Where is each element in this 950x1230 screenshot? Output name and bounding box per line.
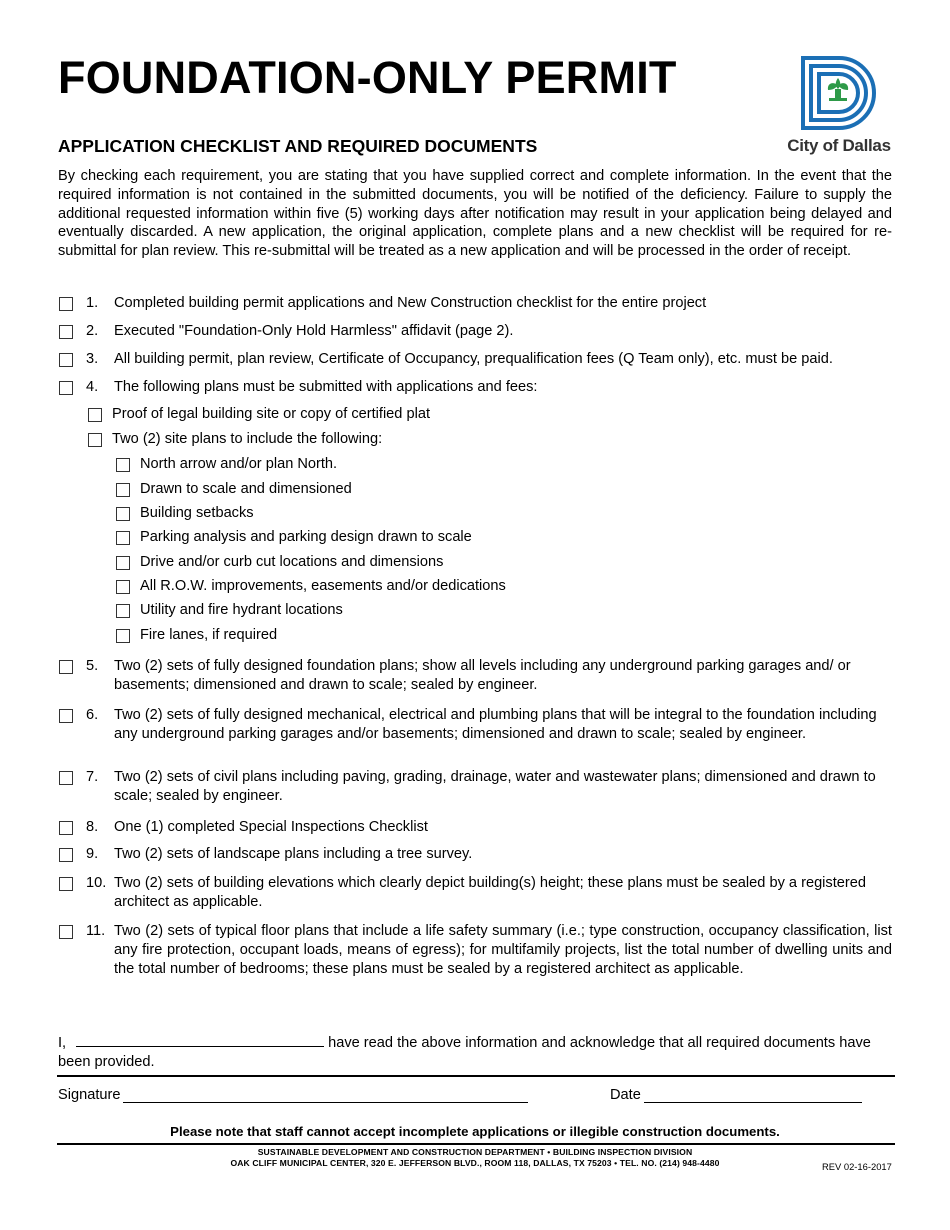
- item-number: 2.: [86, 323, 99, 339]
- item-text: Two (2) sets of landscape plans including a tree survey.: [114, 846, 473, 862]
- signature-field[interactable]: [123, 1102, 528, 1103]
- item-text: Fire lanes, if required: [140, 627, 278, 643]
- item-text: Drive and/or curb cut locations and dimensions: [140, 554, 444, 570]
- checkbox[interactable]: [59, 821, 73, 835]
- item-number: 6.: [86, 707, 99, 723]
- checkbox[interactable]: [116, 580, 130, 594]
- page-title: FOUNDATION-ONLY PERMIT: [58, 52, 677, 103]
- checkbox[interactable]: [59, 353, 73, 367]
- item-number: 5.: [86, 658, 99, 674]
- revision-label: REV 02-16-2017: [822, 1161, 892, 1172]
- item-text: All building permit, plan review, Certificate of Occupancy, prequalification fees (Q Team only), etc. must be paid.: [114, 351, 833, 367]
- date-field[interactable]: [644, 1102, 862, 1103]
- item-text: Two (2) sets of civil plans including paving, grading, drainage, water and wastewater plans; dimensioned and drawn to scale; sealed by engineer.: [114, 769, 876, 804]
- checkbox[interactable]: [59, 660, 73, 674]
- date-label: Date: [610, 1087, 641, 1103]
- item-text: Completed building permit applications and New Construction checklist for the entire project: [114, 295, 707, 311]
- checkbox[interactable]: [116, 531, 130, 545]
- item-text: Executed "Foundation-Only Hold Harmless" affidavit (page 2).: [114, 323, 514, 339]
- checkbox[interactable]: [116, 458, 130, 472]
- checkbox[interactable]: [88, 433, 102, 447]
- logo-text: City of Dallas: [787, 136, 891, 155]
- item-text: All R.O.W. improvements, easements and/or dedications: [140, 578, 506, 594]
- item-number: 1.: [86, 295, 99, 311]
- item-number: 4.: [86, 379, 99, 395]
- checkbox[interactable]: [59, 771, 73, 785]
- item-number: 7.: [86, 769, 99, 785]
- acknowledgement-prefix: I,: [58, 1035, 67, 1051]
- checkbox[interactable]: [59, 297, 73, 311]
- item-text: One (1) completed Special Inspections Checklist: [114, 819, 428, 835]
- checkbox[interactable]: [88, 408, 102, 422]
- checkbox[interactable]: [59, 709, 73, 723]
- city-logo: [782, 54, 896, 158]
- acknowledgement-text: have read the above information and acknowledge that all required documents have been provided.: [58, 1035, 871, 1070]
- item-number: 10.: [86, 875, 107, 891]
- item-text: Two (2) sets of building elevations which clearly depict building(s) height; these plans must be sealed by a registered architect as applicable.: [114, 875, 866, 910]
- checkbox[interactable]: [59, 877, 73, 891]
- acknowledgement: [58, 1033, 892, 1072]
- intro-paragraph: By checking each requirement, you are stating that you have supplied correct and complete information. In the event that the required information is not contained in the submitted documents, you will be notified of the deficiency. Failure to supply the additional requested information within five (5) working days after notification may result in your application being delayed and eventually discarded. A new application, the original application, complete plans and a new checklist will be required for re-submittal for plan review. This re-submittal will be treated as a new application and will be processed in the order of receipt.: [58, 168, 892, 260]
- footer-address: OAK CLIFF MUNICIPAL CENTER, 320 E. JEFFERSON BLVD., ROOM 118, DALLAS, TX 75203 • TEL. NO. (214) 948-4480: [230, 1158, 720, 1168]
- city-of-dallas-logo-icon: [799, 54, 877, 132]
- item-text: Two (2) sets of typical floor plans that include a life safety summary (i.e.; type construction, occupancy classification, list any fire protection, occupant loads, means of egress); for multifamily projects, list the total number of dwelling units and the total number of bedrooms; these plans must be sealed by a registered architect as applicable.: [114, 923, 892, 977]
- checkbox[interactable]: [116, 629, 130, 643]
- checkbox[interactable]: [116, 604, 130, 618]
- checkbox[interactable]: [59, 848, 73, 862]
- page-subtitle: APPLICATION CHECKLIST AND REQUIRED DOCUMENTS: [58, 136, 538, 156]
- checkbox[interactable]: [116, 483, 130, 497]
- checkbox[interactable]: [59, 925, 73, 939]
- item-text: North arrow and/or plan North.: [140, 456, 338, 472]
- item-number: 8.: [86, 819, 99, 835]
- item-text: Utility and fire hydrant locations: [140, 602, 343, 618]
- item-number: 11.: [86, 923, 106, 939]
- item-text: Proof of legal building site or copy of certified plat: [112, 406, 430, 422]
- item-text: Two (2) site plans to include the following:: [112, 431, 383, 447]
- checkbox[interactable]: [116, 507, 130, 521]
- signature-label: Signature: [58, 1087, 121, 1103]
- item-text: Two (2) sets of fully designed mechanical, electrical and plumbing plans that will be integral to the foundation including any underground parking garages and/or basements; dimensioned and drawn to scale; sealed by engineer.: [114, 707, 877, 742]
- divider: [57, 1075, 895, 1077]
- item-text: The following plans must be submitted with applications and fees:: [114, 379, 538, 395]
- item-text: Parking analysis and parking design drawn to scale: [140, 529, 472, 545]
- name-field[interactable]: [76, 1033, 324, 1047]
- item-text: Drawn to scale and dimensioned: [140, 481, 352, 497]
- footer-department: SUSTAINABLE DEVELOPMENT AND CONSTRUCTION DEPARTMENT • BUILDING INSPECTION DIVISION: [257, 1147, 693, 1157]
- item-number: 3.: [86, 351, 99, 367]
- item-number: 9.: [86, 846, 99, 862]
- item-text: Two (2) sets of fully designed foundation plans; show all levels including any underground parking garages and/ or basements; dimensioned and drawn to scale; sealed by engineer.: [114, 658, 851, 693]
- item-text: Building setbacks: [140, 505, 254, 521]
- checkbox[interactable]: [59, 325, 73, 339]
- staff-note: Please note that staff cannot accept incomplete applications or illegible construction documents.: [170, 1124, 780, 1139]
- checkbox[interactable]: [59, 381, 73, 395]
- checkbox[interactable]: [116, 556, 130, 570]
- divider: [57, 1143, 895, 1145]
